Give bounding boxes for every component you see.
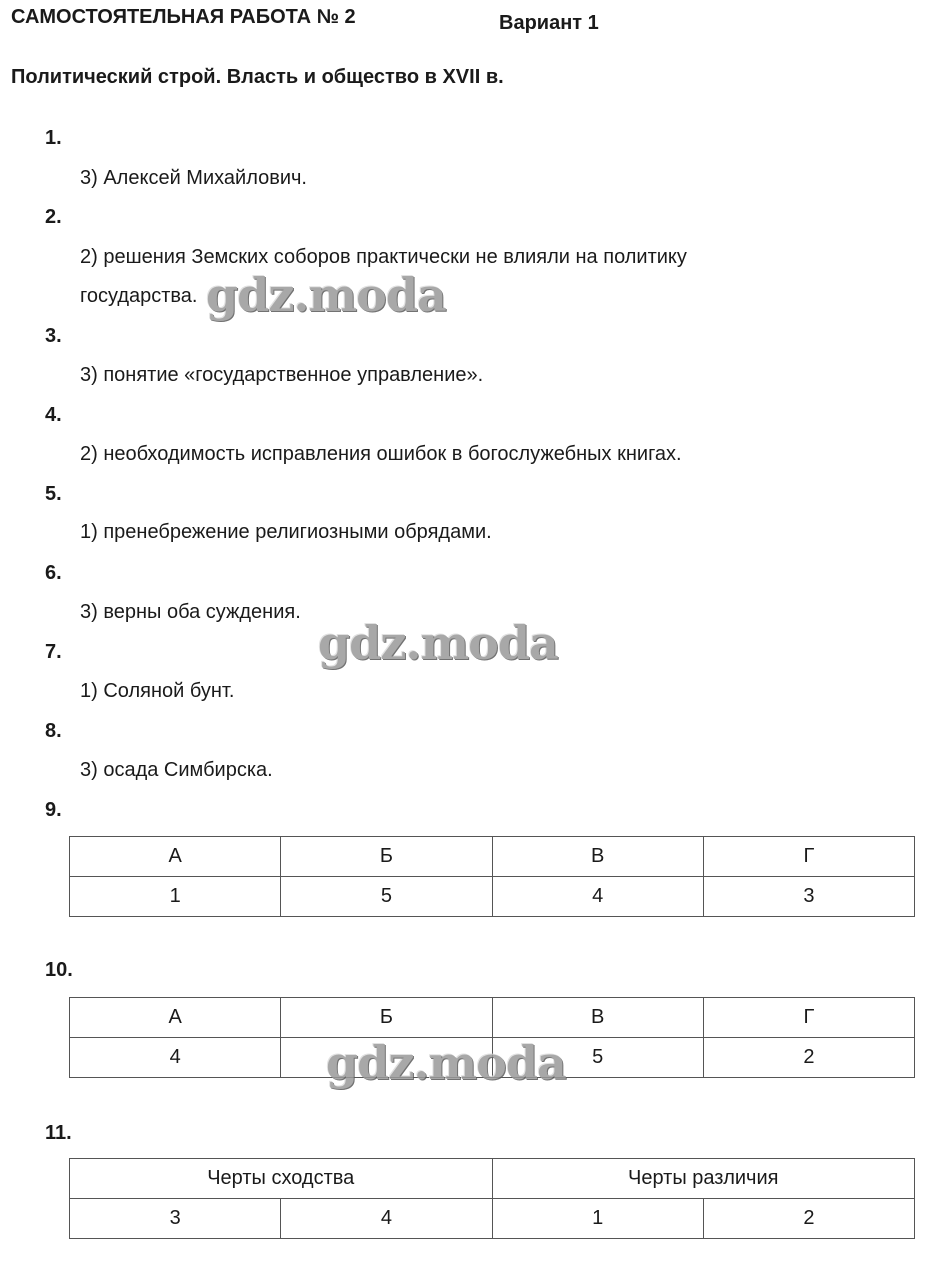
table-cell: 3 <box>70 1199 281 1239</box>
question-number-5: 5. <box>45 483 62 505</box>
table-cell: 5 <box>492 1038 703 1078</box>
table-cell: 3 <box>703 877 914 917</box>
answer-3: 3) понятие «государственное управление». <box>80 364 484 386</box>
question-number-10: 10. <box>45 959 73 981</box>
answer-5: 1) пренебрежение религиозными обрядами. <box>80 521 492 543</box>
answer-8: 3) осада Симбирска. <box>80 759 273 781</box>
table-cell: 2 <box>703 1199 914 1239</box>
table-cell: 2 <box>703 1038 914 1078</box>
table-row <box>70 998 915 1038</box>
question-number-8: 8. <box>45 720 62 742</box>
answer-1: 3) Алексей Михайлович. <box>80 167 307 189</box>
table-header-cell: Г <box>703 837 914 877</box>
table-cell: 5 <box>281 877 492 917</box>
watermark: gdz.moda <box>326 1036 566 1090</box>
table-row <box>70 877 915 917</box>
table-header-cell: Г <box>703 998 914 1038</box>
table-header-cell: Черты сходства <box>70 1159 493 1199</box>
title: САМОСТОЯТЕЛЬНАЯ РАБОТА № 2 <box>11 6 356 28</box>
table-row <box>70 1038 915 1078</box>
question-number-11: 11. <box>45 1122 72 1144</box>
question-number-3: 3. <box>45 325 62 347</box>
table-header-cell: А <box>70 998 281 1038</box>
table-row <box>70 1159 915 1199</box>
table-cell <box>281 1038 492 1078</box>
answer-2-line-1: 2) решения Земских соборов практически не влияли на политику <box>80 246 687 268</box>
table-row <box>70 1199 915 1239</box>
question-number-6: 6. <box>45 562 62 584</box>
answer-table-9 <box>69 836 915 917</box>
table-header-cell: Б <box>281 837 492 877</box>
table-cell: 1 <box>70 877 281 917</box>
question-number-1: 1. <box>45 127 62 149</box>
table-header-cell: Черты различия <box>492 1159 915 1199</box>
variant-label: Вариант 1 <box>499 12 599 34</box>
table-cell: 4 <box>492 877 703 917</box>
table-header-cell: В <box>492 837 703 877</box>
table-cell: 1 <box>492 1199 703 1239</box>
question-number-9: 9. <box>45 799 62 821</box>
answer-table-10 <box>69 997 915 1078</box>
question-number-2: 2. <box>45 206 62 228</box>
answer-6: 3) верны оба суждения. <box>80 601 301 623</box>
answer-4: 2) необходимость исправления ошибок в богослужебных книгах. <box>80 443 682 465</box>
table-header-cell: В <box>492 998 703 1038</box>
answer-table-11 <box>69 1158 915 1239</box>
watermark: gdz.moda <box>318 616 558 670</box>
question-number-7: 7. <box>45 641 62 663</box>
table-cell: 4 <box>70 1038 281 1078</box>
table-header-cell: Б <box>281 998 492 1038</box>
answer-2-line-2: государства. <box>80 285 198 307</box>
question-number-4: 4. <box>45 404 62 426</box>
table-row <box>70 837 915 877</box>
table-cell: 4 <box>281 1199 492 1239</box>
table-header-cell: А <box>70 837 281 877</box>
answer-7: 1) Соляной бунт. <box>80 680 235 702</box>
topic-heading: Политический строй. Власть и общество в XVII в. <box>11 66 504 88</box>
watermark: gdz.moda <box>206 268 446 322</box>
